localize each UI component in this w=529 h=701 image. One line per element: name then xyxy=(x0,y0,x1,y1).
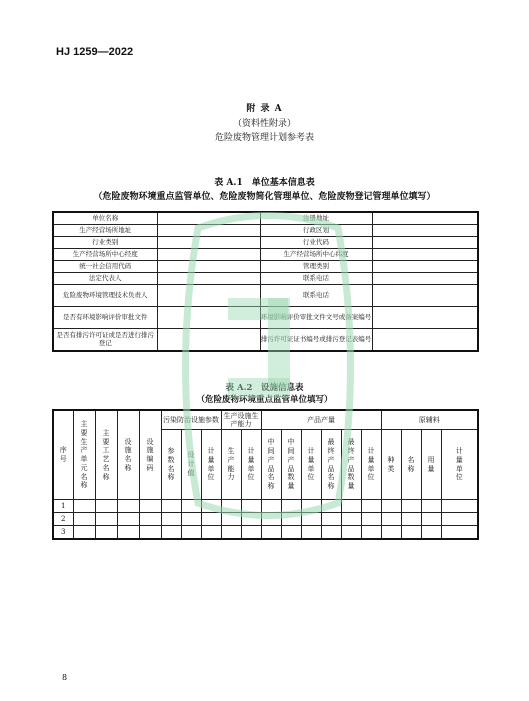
table-cell-value[interactable] xyxy=(157,261,260,273)
table-cell-label: 是否有环境影响评价审批文件 xyxy=(53,307,157,329)
appendix-title: 危险废物管理计划参考表 xyxy=(214,133,314,143)
table-cell-label: 单位名称 xyxy=(53,212,157,225)
table-cell-label: 危险废物环境管理技术负责人 xyxy=(53,285,157,307)
table-row xyxy=(53,261,478,273)
table-row xyxy=(53,273,478,285)
table-cell-value[interactable] xyxy=(157,237,260,249)
header-capacity-unit: 计量单位 xyxy=(241,430,261,500)
table-cell-value[interactable] xyxy=(157,329,260,352)
table-row xyxy=(53,212,478,225)
table-cell-value[interactable] xyxy=(157,249,260,261)
table2-caption: 表 A.2 设施信息表 xyxy=(225,383,304,393)
table-cell-value[interactable] xyxy=(372,307,478,329)
table-row xyxy=(53,225,478,237)
table-cell-label: 生产经营场所中心经度 xyxy=(53,249,157,261)
row-number: 1 xyxy=(53,500,73,513)
table-cell-value[interactable] xyxy=(372,225,478,237)
header-pollution-unit: 计量单位 xyxy=(201,430,221,500)
header-final-unit: 计量单位 xyxy=(361,430,381,500)
table-cell-value[interactable] xyxy=(157,285,260,307)
row-number: 2 xyxy=(53,513,73,526)
table-cell-label: 管理类别 xyxy=(260,261,372,273)
table-row xyxy=(53,500,478,513)
table-cell-value[interactable] xyxy=(372,285,478,307)
table-cell-label: 环境影响评价审批文件文号或备案编号 xyxy=(260,307,372,329)
appendix-type: （资料性附录） xyxy=(232,119,296,129)
header-main-unit: 主要生产单元名称 xyxy=(73,410,95,500)
appendix-label: 附 录 A xyxy=(246,104,283,114)
table-cell-label: 生产经营场所中心纬度 xyxy=(260,249,372,261)
header-raw-group: 原辅料 xyxy=(381,410,478,430)
table-cell-label: 是否有排污许可证或是否进行排污登记 xyxy=(53,329,157,352)
page-number: 8 xyxy=(62,673,68,682)
table1-caption: 表 A.1 单位基本信息表 xyxy=(214,178,315,188)
table-cell-value[interactable] xyxy=(372,261,478,273)
table-cell-value[interactable] xyxy=(157,307,260,329)
header-pollution-param-name: 参数名称 xyxy=(161,430,181,500)
header-raw-name: 名称 xyxy=(401,430,421,500)
table-cell-label: 行政区划 xyxy=(260,225,372,237)
table-row xyxy=(53,249,478,261)
header-capacity-group: 生产设施生产能力 xyxy=(221,410,261,430)
header-raw-unit: 计量单位 xyxy=(441,430,478,500)
unit-basic-info-table xyxy=(52,211,479,352)
table-row xyxy=(53,307,478,329)
table-cell-label: 生产经营场所地址 xyxy=(53,225,157,237)
header-main-process: 主要工艺名称 xyxy=(95,410,117,500)
table-cell-label: 统一社会信用代码 xyxy=(53,261,157,273)
table-cell-value[interactable] xyxy=(372,329,478,352)
table-row xyxy=(53,329,478,352)
header-raw-qty: 用量 xyxy=(421,430,441,500)
header-final-name: 最终产品名称 xyxy=(321,430,341,500)
header-intermediate-unit: 计量单位 xyxy=(301,430,321,500)
header-facility-name: 设施名称 xyxy=(117,410,139,500)
header-pollution-group: 污染防治设施参数 xyxy=(161,410,221,430)
header-final-qty: 最终产品数量 xyxy=(341,430,361,500)
table-cell-label: 排污许可证证书编号或排污登记表编号 xyxy=(260,329,372,352)
table-cell-label: 行业类别 xyxy=(53,237,157,249)
table-row xyxy=(53,513,478,526)
header-intermediate-name: 中间产品名称 xyxy=(261,430,281,500)
table-cell-value[interactable] xyxy=(372,273,478,285)
header-pollution-design-value: 设计值 xyxy=(181,430,201,500)
table-cell-label: 联系电话 xyxy=(260,273,372,285)
header-seq: 序号 xyxy=(53,410,73,500)
document-code: HJ 1259—2022 xyxy=(56,46,134,58)
header-product-group: 产品产量 xyxy=(261,410,381,430)
header-raw-type: 种类 xyxy=(381,430,401,500)
table-cell-value[interactable] xyxy=(372,212,478,225)
table-cell-label: 注册地址 xyxy=(260,212,372,225)
table-cell-label: 法定代表人 xyxy=(53,273,157,285)
facility-info-table xyxy=(52,409,479,540)
table-cell-value[interactable] xyxy=(157,225,260,237)
table-row xyxy=(53,285,478,307)
table2-subcaption: （危险废物环境重点监管单位填写） xyxy=(196,395,333,405)
table-cell-value[interactable] xyxy=(372,237,478,249)
row-number: 3 xyxy=(53,526,73,540)
table-row xyxy=(53,526,478,540)
table-cell-value[interactable] xyxy=(157,212,260,225)
table-cell-value[interactable] xyxy=(157,273,260,285)
table1-subcaption: （危险废物环境重点监管单位、危险废物简化管理单位、危险废物登记管理单位填写） xyxy=(93,192,436,202)
table-cell-label: 行业代码 xyxy=(260,237,372,249)
table-cell-value[interactable] xyxy=(372,249,478,261)
header-capacity: 生产能力 xyxy=(221,430,241,500)
table-cell-label: 联系电话 xyxy=(260,285,372,307)
table-row xyxy=(53,237,478,249)
header-facility-code: 设施编码 xyxy=(139,410,161,500)
header-intermediate-qty: 中间产品数量 xyxy=(281,430,301,500)
table-header-row xyxy=(53,410,478,430)
